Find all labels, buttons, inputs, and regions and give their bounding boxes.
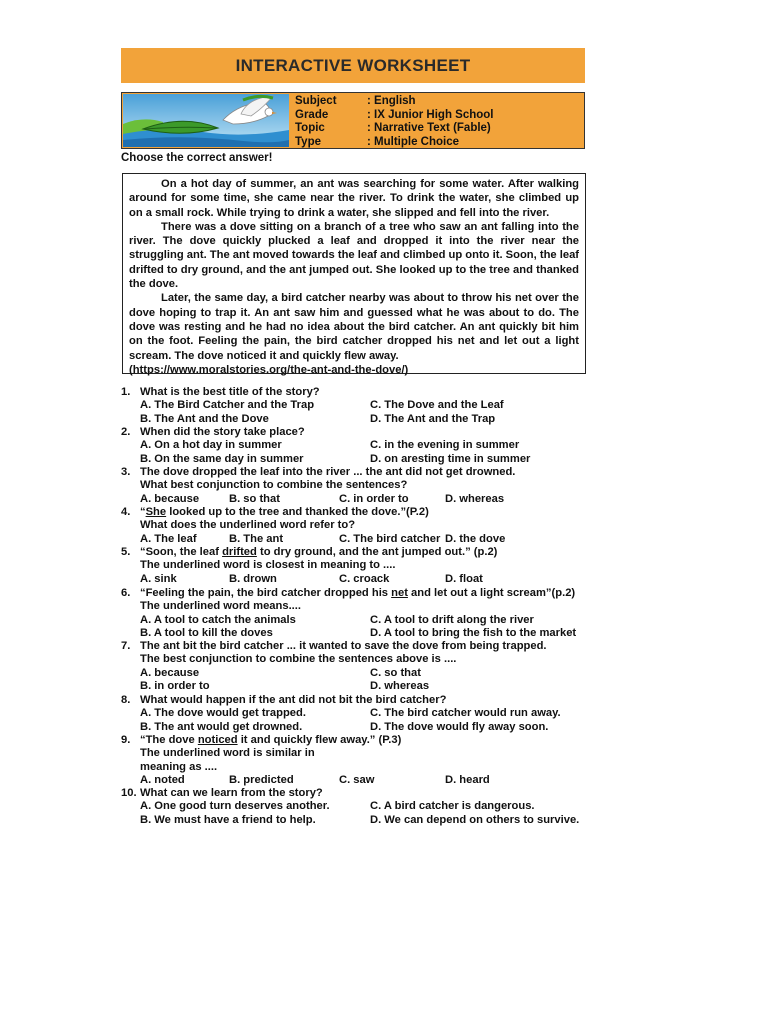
- worksheet-title-bar: [121, 48, 585, 83]
- story-paragraph: Later, the same day, a bird catcher nearby was about to throw his net over the dove hoping to trap it. An ant saw him and guessed what he was about to do. The dove was resting and he had no idea about the bird catcher. An ant quickly bit him on the foot. Feeling the pain, the bird catcher dropped his net and let out a light scream. The dove noticed it and quickly flew away.: [129, 292, 579, 362]
- option-c: C. in order to: [339, 492, 409, 505]
- info-value: : English: [367, 95, 416, 107]
- question-subtext: meaning as ....: [140, 760, 218, 773]
- info-row-subject: [295, 95, 494, 109]
- question-text: [140, 506, 429, 519]
- question-number: 3.: [121, 466, 131, 478]
- question-number: 1.: [121, 386, 131, 398]
- option-a: A. because: [140, 666, 200, 679]
- option-d: D. The dove would fly away soon.: [370, 720, 549, 733]
- option-d: D. A tool to bring the fish to the market: [370, 626, 577, 639]
- underlined-word: net: [391, 587, 408, 599]
- story-paragraph: There was a dove sitting on a branch of a tree who saw an ant falling into the river. The dove quickly plucked a leaf and dropped it into the river near the struggling ant. The ant moved towards the leaf and climbed up onto it. Soon, the leaf drifted to dry ground, and the ant jumped out. She looked up to the tree and thanked the dove.: [129, 220, 580, 291]
- info-value: : IX Junior High School: [367, 108, 494, 121]
- question-text: The dove dropped the leaf into the river ... the ant did not get drowned.: [140, 466, 516, 478]
- question-text-part: “The dove: [140, 734, 198, 746]
- option-b: B. The Ant and the Dove: [140, 412, 269, 425]
- question-text-part: “Soon, the leaf: [140, 546, 223, 558]
- option-c: C. in the evening in summer: [370, 439, 520, 452]
- question-text-part: and let out a light scream”(p.2): [407, 587, 576, 599]
- info-value: : Narrative Text (Fable): [367, 122, 491, 134]
- question-10: [121, 787, 596, 827]
- question-text-part: looked up to the tree and thanked the dove.”(P.2): [166, 506, 429, 518]
- option-a: A. One good turn deserves another.: [140, 800, 330, 813]
- option-a: A. The dove would get trapped.: [140, 707, 306, 720]
- question-7: [121, 640, 596, 693]
- worksheet-title: INTERACTIVE WORKSHEET: [235, 55, 471, 75]
- option-a: A. The leaf: [140, 532, 197, 545]
- option-c: C. so that: [370, 666, 421, 679]
- option-d: D. whereas: [370, 679, 430, 692]
- question-text: [140, 734, 401, 747]
- option-b: B. The ant would get drowned.: [140, 720, 303, 733]
- dove-and-leaf-illustration: [123, 94, 289, 147]
- option-b: B. predicted: [229, 773, 294, 786]
- info-box: [121, 92, 585, 149]
- option-c: C. croack: [339, 572, 390, 585]
- question-subtext: The underlined word is closest in meaning to ....: [140, 559, 396, 572]
- story-source: (https://www.moralstories.org/the-ant-and-the-dove/): [129, 363, 409, 376]
- question-subtext: The underlined word is similar in: [140, 747, 315, 760]
- question-number: 6.: [121, 587, 131, 599]
- question-subtext: The best conjunction to combine the sentences above is ....: [140, 653, 457, 666]
- question-text: When did the story take place?: [140, 426, 305, 438]
- question-6: [121, 587, 596, 640]
- question-number: 7.: [121, 640, 131, 652]
- question-subtext: What best conjunction to combine the sentences?: [140, 479, 408, 492]
- info-row-type: [295, 136, 494, 150]
- option-c: C. saw: [339, 773, 375, 786]
- option-c: C. The bird catcher: [339, 532, 441, 545]
- info-label: Grade: [295, 108, 329, 121]
- question-text: [140, 587, 575, 600]
- option-a: A. because: [140, 492, 200, 505]
- question-number: 10.: [121, 787, 137, 799]
- question-1: [121, 386, 596, 426]
- option-d: D. whereas: [445, 492, 505, 505]
- option-d: D. on aresting time in summer: [370, 452, 531, 465]
- question-2: [121, 426, 596, 466]
- option-a: A. On a hot day in summer: [140, 439, 282, 452]
- question-text: What is the best title of the story?: [140, 386, 320, 398]
- option-c: C. A bird catcher is dangerous.: [370, 800, 535, 813]
- option-d: D. heard: [445, 773, 490, 786]
- option-a: A. noted: [140, 773, 185, 786]
- instruction: Choose the correct answer!: [121, 152, 273, 164]
- question-text: The ant bit the bird catcher ... it wanted to save the dove from being trapped.: [140, 640, 547, 652]
- info-row-topic: [295, 122, 494, 136]
- option-d: D. We can depend on others to survive.: [370, 813, 580, 826]
- question-text-part: to dry ground, and the ant jumped out.” (p.2): [256, 546, 498, 558]
- option-a: A. A tool to catch the animals: [140, 613, 296, 626]
- story-paragraph: On a hot day of summer, an ant was searching for some water. After walking around for some time, she came near the river. To drink the water, she climbed up on a small rock. While trying to drink a water, she slipped and fell into the river.: [129, 178, 579, 219]
- question-number: 5.: [121, 546, 131, 558]
- question-9: [121, 734, 596, 787]
- underlined-word: drifted: [222, 546, 257, 558]
- option-c: C. The bird catcher would run away.: [370, 707, 561, 720]
- option-a: A. The Bird Catcher and the Trap: [140, 399, 315, 412]
- question-text: What would happen if the ant did not bit the bird catcher?: [140, 694, 447, 706]
- option-d: D. The Ant and the Trap: [370, 412, 496, 425]
- info-table: [295, 95, 494, 149]
- option-c: C. The Dove and the Leaf: [370, 399, 504, 412]
- underlined-word: noticed: [197, 734, 238, 746]
- option-b: B. We must have a friend to help.: [140, 813, 316, 826]
- option-d: D. the dove: [445, 532, 506, 545]
- question-number: 2.: [121, 426, 131, 438]
- question-4: [121, 506, 596, 546]
- option-c: C. A tool to drift along the river: [370, 613, 534, 626]
- info-label: Topic: [295, 122, 325, 134]
- story-box: [122, 173, 586, 374]
- question-number: 4.: [121, 506, 131, 518]
- question-3: [121, 466, 596, 506]
- option-a: A. sink: [140, 572, 177, 585]
- question-number: 9.: [121, 734, 131, 746]
- question-subtext: What does the underlined word refer to?: [140, 519, 356, 532]
- question-number: 8.: [121, 694, 131, 706]
- question-5: [121, 546, 596, 586]
- question-text-part: “: [140, 506, 146, 518]
- info-value: : Multiple Choice: [367, 135, 459, 148]
- option-b: B. drown: [229, 572, 277, 585]
- question-subtext: The underlined word means....: [140, 600, 302, 613]
- option-b: B. The ant: [229, 532, 284, 545]
- info-label: Subject: [295, 95, 337, 107]
- question-8: [121, 694, 596, 734]
- info-label: Type: [295, 135, 321, 148]
- option-b: B. in order to: [140, 679, 210, 692]
- info-row-grade: [295, 109, 494, 123]
- option-b: B. A tool to kill the doves: [140, 626, 273, 639]
- option-d: D. float: [445, 572, 483, 585]
- option-b: B. so that: [229, 492, 280, 505]
- question-text-part: “Feeling the pain, the bird catcher dropped his: [140, 587, 392, 599]
- question-text: What can we learn from the story?: [140, 787, 323, 799]
- underlined-word: She: [145, 506, 167, 518]
- question-text-part: it and quickly flew away.” (P.3): [237, 734, 402, 746]
- question-text: [140, 546, 497, 559]
- option-b: B. On the same day in summer: [140, 452, 304, 465]
